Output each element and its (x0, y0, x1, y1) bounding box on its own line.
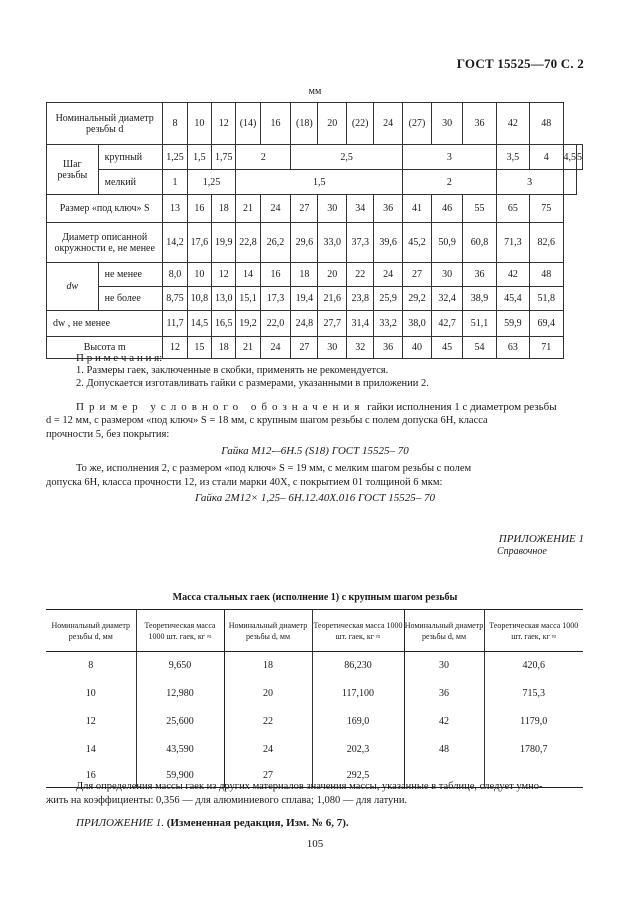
cell: 40 (403, 337, 432, 359)
row-diameter (47, 103, 583, 145)
table-row (46, 652, 583, 680)
cell: 51,1 (463, 311, 496, 337)
cell: 34 (347, 195, 374, 223)
cell: 11,7 (163, 311, 187, 337)
cell: 2 (403, 170, 497, 195)
cell: 82,6 (530, 223, 563, 263)
cell: 14 (46, 736, 136, 764)
cell: 41 (403, 195, 432, 223)
cell: 21 (236, 337, 260, 359)
cell: 22 (224, 708, 312, 736)
example-line-1 (76, 400, 583, 414)
cell: 46 (431, 195, 463, 223)
row-pitch-coarse (47, 145, 583, 170)
header-diameter: Номинальный диаметр резьбы d, мм (46, 610, 136, 652)
cell: 10 (187, 263, 211, 287)
row-label: не менее (98, 263, 163, 287)
cell: 9,650 (136, 652, 224, 680)
cell: 292,5 (312, 764, 404, 788)
table-row (46, 736, 583, 764)
footnote-line-1: Для определения массы гаек из других материалов значения массы, указанные в таблице, следует умно- (76, 781, 543, 792)
cell: 3,5 (496, 145, 529, 170)
designation-2: Гайка 2М12× 1,25– 6Н.12.40Х.016 ГОСТ 15525– 70 (194, 492, 436, 504)
cell: 30 (404, 652, 484, 680)
cell: 18 (212, 195, 236, 223)
cell: 24 (224, 736, 312, 764)
cell: 1,75 (212, 145, 236, 170)
mass-table (46, 609, 583, 788)
dw-label: dw (47, 263, 99, 311)
change-appendix: ПРИЛОЖЕНИЕ 1. (76, 817, 164, 829)
cell: 24 (374, 263, 403, 287)
cell: 2 (236, 145, 291, 170)
cell: 13,0 (212, 287, 236, 311)
cell: 37,3 (347, 223, 374, 263)
example-line-5: допуска 6Н, класса прочности 12, из стали марки 40Х, с покрытием 01 толщиной 6 мкм: (46, 477, 443, 488)
note-2: 2. Допускается изготавливать гайки с размерами, указанными в приложении 2. (76, 378, 429, 389)
cell: 420,6 (522, 660, 545, 672)
cell: 18 (212, 337, 236, 359)
cell: 30 (318, 337, 347, 359)
row-dw-min (47, 263, 583, 287)
row-label: не более (98, 287, 163, 311)
cell: 45,4 (496, 287, 529, 311)
cell: 71,3 (496, 223, 529, 263)
cell: (18) (291, 103, 318, 145)
cell: (22) (347, 103, 374, 145)
cell: 75 (530, 195, 563, 223)
unit-label: мм (308, 86, 322, 97)
row-dw-min-2 (47, 311, 583, 337)
cell: 71 (530, 337, 563, 359)
example-text-1a: гайки исполнения 1 с диаметром резьбы (367, 401, 557, 413)
header-diameter: Номинальный диаметр резьбы d, мм (224, 610, 312, 652)
appendix-title: ПРИЛОЖЕНИЕ 1 (498, 533, 584, 545)
cell: 48 (404, 736, 484, 764)
cell: 12,980 (136, 680, 224, 708)
cell: 24 (260, 195, 291, 223)
table-row (46, 680, 583, 708)
cell: 29,2 (403, 287, 432, 311)
cell: 65 (496, 195, 529, 223)
cell: 36 (374, 337, 403, 359)
cell: 17,3 (260, 287, 291, 311)
cell: 60,8 (463, 223, 496, 263)
cell: 26,2 (260, 223, 291, 263)
cell: 117,100 (312, 680, 404, 708)
cell: 25,600 (136, 708, 224, 736)
cell: 12 (212, 103, 236, 145)
cell: 29,6 (291, 223, 318, 263)
footnote-line-2: жить на коэффициенты: 0,356 — для алюминиевого сплава; 1,080 — для латуни. (46, 795, 408, 806)
cell: 22 (347, 263, 374, 287)
cell: 15,1 (236, 287, 260, 311)
cell: 10 (46, 680, 136, 708)
cell: 51,8 (530, 287, 563, 311)
cell: 13 (163, 195, 187, 223)
cell: 42 (496, 103, 529, 145)
cell: 27 (224, 764, 312, 788)
cell: 14 (236, 263, 260, 287)
cell: 43,590 (136, 736, 224, 764)
cell: 48 (530, 103, 563, 145)
cell: 36 (463, 263, 496, 287)
note-1: 1. Размеры гаек, заключенные в скобки, применять не рекомендуется. (76, 365, 389, 376)
cell: 10 (187, 103, 211, 145)
cell: 30 (431, 263, 463, 287)
cell: 55 (463, 195, 496, 223)
cell: 14,2 (163, 223, 187, 263)
cell: 45 (431, 337, 463, 359)
cell: 48 (530, 263, 563, 287)
cell: 39,6 (374, 223, 403, 263)
cell: 19,2 (236, 311, 260, 337)
row-label: Диаметр описанной окружности e, не менее (47, 223, 163, 263)
example-line-4: То же, исполнения 2, с размером «под ключ» S = 19 мм, с мелким шагом резьбы с полем (76, 463, 472, 474)
cell: 22,8 (236, 223, 260, 263)
cell: 16,5 (212, 311, 236, 337)
cell-empty (563, 170, 577, 195)
cell: 38,9 (463, 287, 496, 311)
header-mass: Теоретическая масса 1000 шт. гаек, кг ≈ (136, 610, 224, 652)
notes-title: П р и м е ч а н и я: (76, 352, 163, 364)
cell: 8 (46, 652, 136, 680)
cell: (27) (403, 103, 432, 145)
designation-1: Гайка М12-–6Н.5 (S18) ГОСТ 15525– 70 (221, 445, 409, 457)
cell: 42 (404, 708, 484, 736)
cell: 18 (224, 652, 312, 680)
cell: 16 (46, 764, 136, 788)
cell: 33,2 (374, 311, 403, 337)
row-circumscribed-diameter (47, 223, 583, 263)
row-label: dw , не менее (47, 311, 163, 337)
cell: 3 (496, 170, 563, 195)
cell: 4,5 (563, 145, 577, 170)
cell: 23,8 (347, 287, 374, 311)
cell: 69,4 (530, 311, 563, 337)
row-pitch-fine (47, 170, 583, 195)
cell: 1,5 (236, 170, 403, 195)
cell: 25,9 (374, 287, 403, 311)
cell: 59,9 (496, 311, 529, 337)
cell: 2,5 (291, 145, 403, 170)
row-label: Размер «под ключ» S (47, 195, 163, 223)
cell: 42,7 (431, 311, 463, 337)
cell: 715,3 (522, 688, 545, 699)
cell: 54 (463, 337, 496, 359)
cell: 1,5 (187, 145, 211, 170)
cell: 5 (577, 145, 583, 170)
cell: 1 (163, 170, 187, 195)
cell: 19,9 (212, 223, 236, 263)
cell: 38,0 (403, 311, 432, 337)
cell: 8,0 (163, 263, 187, 287)
cell: 59,900 (136, 764, 224, 788)
cell: 24 (374, 103, 403, 145)
cell: 21 (236, 195, 260, 223)
cell: 8 (163, 103, 187, 145)
cell: 15 (187, 337, 211, 359)
cell: 1,25 (163, 145, 187, 170)
cell: 20 (318, 103, 347, 145)
cell: 1,25 (187, 170, 236, 195)
mass-table-title: Масса стальных гаек (исполнение 1) с крупным шагом резьбы (172, 592, 458, 603)
example-line-3: прочности 5, без покрытия: (46, 429, 170, 440)
row-label: крупный (98, 145, 163, 170)
row-dw-max (47, 287, 583, 311)
cell: 50,9 (431, 223, 463, 263)
cell: 32 (347, 337, 374, 359)
cell: 12 (46, 708, 136, 736)
cell: 169,0 (312, 708, 404, 736)
row-label: Высота m (47, 337, 163, 359)
cell: 36 (404, 680, 484, 708)
change-note (76, 816, 349, 830)
cell: 86,230 (312, 652, 404, 680)
row-label: Номинальный диаметр резьбы d (47, 103, 163, 145)
cell: 36 (463, 103, 496, 145)
pitch-label: Шаг резьбы (47, 145, 99, 195)
cell: 19,4 (291, 287, 318, 311)
table-row (46, 708, 583, 736)
row-wrench-size (47, 195, 583, 223)
cell: 8,75 (163, 287, 187, 311)
cell: 45,2 (403, 223, 432, 263)
document-header: ГОСТ 15525—70 С. 2 (456, 56, 584, 71)
example-line-2: d = 12 мм, с размером «под ключ» S = 18 мм, с крупным шагом резьбы с полем допуска 6Н, класса (46, 415, 488, 426)
cell: 63 (496, 337, 529, 359)
cell: 1179,0 (520, 716, 548, 727)
change-edition: (Измененная редакция, Изм. № 6, 7). (166, 817, 349, 829)
header-mass: Теоретическая масса 1000 шт. гаек, кг ≈ (484, 610, 583, 652)
cell: 4 (530, 145, 563, 170)
cell: 27 (291, 337, 318, 359)
mass-table-header (46, 610, 583, 652)
example-lead: Пример условного обозначения (76, 401, 365, 413)
cell: 30 (318, 195, 347, 223)
cell: 10,8 (187, 287, 211, 311)
cell: 16 (260, 103, 291, 145)
cell: 36 (374, 195, 403, 223)
row-label: мелкий (98, 170, 163, 195)
appendix-subtitle: Справочное (497, 546, 547, 557)
cell: 27,7 (318, 311, 347, 337)
cell: 31,4 (347, 311, 374, 337)
cell: 24 (260, 337, 291, 359)
cell: 202,3 (312, 736, 404, 764)
cell: 27 (291, 195, 318, 223)
cell: 12 (212, 263, 236, 287)
cell: 27 (403, 263, 432, 287)
cell: 16 (260, 263, 291, 287)
cell: 21,6 (318, 287, 347, 311)
cell: 16 (187, 195, 211, 223)
cell: 42 (496, 263, 529, 287)
cell: 17,6 (187, 223, 211, 263)
cell: 3 (403, 145, 497, 170)
cell: 24,8 (291, 311, 318, 337)
cell: 20 (318, 263, 347, 287)
cell: 32,4 (431, 287, 463, 311)
cell: 14,5 (187, 311, 211, 337)
cell: 20 (224, 680, 312, 708)
header-diameter: Номинальный диаметр резьбы d, мм (404, 610, 484, 652)
cell: 33,0 (318, 223, 347, 263)
header-mass: Теоретическая масса 1000 шт. гаек, кг ≈ (312, 610, 404, 652)
cell: (14) (236, 103, 260, 145)
page-number: 105 (306, 838, 324, 850)
cell: 22,0 (260, 311, 291, 337)
cell: 1780,7 (520, 744, 548, 755)
cell: 18 (291, 263, 318, 287)
dimensions-table (46, 102, 583, 359)
cell: 30 (431, 103, 463, 145)
cell: 12 (163, 337, 187, 359)
